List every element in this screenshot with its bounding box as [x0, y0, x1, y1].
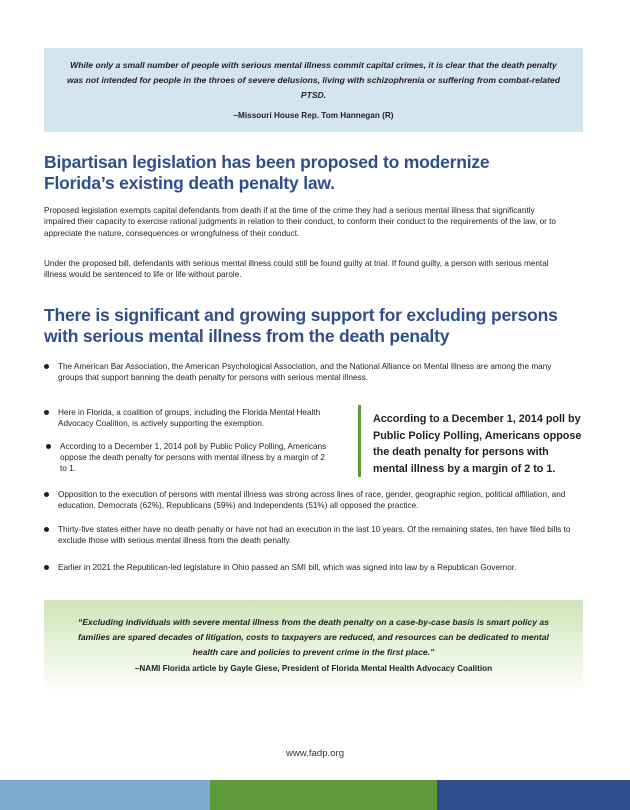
bullet-item: Thirty-five states either have no death penalty or have not had an execution in the last 10 years. Of the remaining states, ten have filed bills to exclude those with serious mental illness from the death penalty.: [58, 524, 578, 546]
footer-stripe: [0, 780, 210, 810]
bullet-item: Opposition to the execution of persons with mental illness was strong across lines of race, gender, geographic region, political affiliation, and education. Democrats (62%), Republicans (59%) and Independents (51%) all opposed the practice.: [58, 489, 588, 511]
bullet-item: Earlier in 2021 the Republican-led legislature in Ohio passed an SMI bill, which was signed into law by a Republican Governor.: [58, 562, 598, 573]
top-quote-attribution: –Missouri House Rep. Tom Hannegan (R): [233, 111, 394, 120]
pull-quote: According to a December 1, 2014 poll by Public Policy Polling, Americans oppose the death penalty for persons with mental illness by a margin of 2 to 1.: [358, 405, 586, 477]
bottom-quote-text: “Excluding individuals with severe mental illness from the death penalty on a case-by-case basis is smart policy as families are spared decades of litigation, costs to taxpayers are reduced, and resources can be dedicated to mental health care and policies to prevent crime in the first place.”: [78, 617, 549, 657]
footer-stripe: [437, 780, 630, 810]
top-quote-text: While only a small number of people with serious mental illness commit capital crimes, it is clear that the death penalty was not intended for people in the throes of severe delusions, living with schizophrenia or suffering from combat-related PTSD.: [66, 60, 561, 100]
bullet-item: Here in Florida, a coalition of groups, including the Florida Mental Health Advocacy Coalition, is actively supporting the exemption.: [58, 407, 343, 429]
section1-paragraph: Under the proposed bill, defendants with serious mental illness could still be found guilty at trial. If found guilty, a person with serious mental illness would be sentenced to life or life without parole.: [44, 259, 549, 280]
bullet-item: According to a December 1, 2014 poll by Public Policy Polling, Americans oppose the death penalty for persons with mental illness by a margin of 2 to 1.: [60, 441, 330, 475]
footer-stripe: [210, 780, 437, 810]
footer-url[interactable]: www.fadp.org: [285, 748, 345, 759]
top-quote-box: [44, 48, 583, 132]
bullet-item: The American Bar Association, the American Psychological Association, and the National Alliance on Mental Illness are among the many groups that support banning the death penalty for persons with serious mental illness.: [58, 361, 558, 383]
section2-heading: There is significant and growing support for excluding persons with serious mental illness from the death penalty: [44, 305, 558, 346]
bottom-quote-box: [44, 600, 583, 694]
section1-paragraph: Proposed legislation exempts capital defendants from death if at the time of the crime they had a serious mental illness that significantly impaired their capacity to exercise rational judgments in relation to their conduct, to conform their conduct to the requirements of the law, or to appreciate the nature, consequences or wrongfulness of their conduct.: [44, 206, 556, 238]
bottom-quote-attribution: –NAMI Florida article by Gayle Giese, President of Florida Mental Health Advocacy Coalition: [134, 664, 493, 673]
section1-heading: Bipartisan legislation has been proposed to modernize Florida’s existing death penalty law.: [44, 152, 490, 193]
